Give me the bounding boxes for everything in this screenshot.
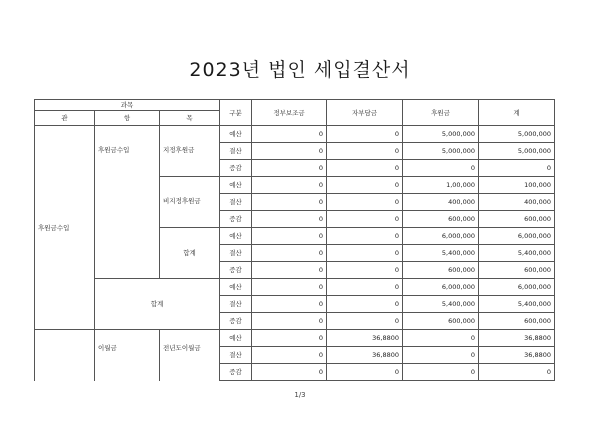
value-cell: 0 xyxy=(252,296,327,313)
value-cell: 0 xyxy=(327,160,403,177)
value-cell: 600,000 xyxy=(479,262,555,279)
value-cell: 100,000 xyxy=(479,177,555,194)
gubun-cell: 결산 xyxy=(220,194,252,211)
value-cell: 5,000,000 xyxy=(403,143,479,160)
value-cell: 5,000,000 xyxy=(479,126,555,143)
value-cell: 0 xyxy=(252,194,327,211)
value-cell: 0 xyxy=(252,330,327,347)
mok-cell: 전년도이월금 xyxy=(160,330,220,381)
value-cell: 36,8800 xyxy=(327,347,403,364)
value-cell: 0 xyxy=(327,126,403,143)
donation-header: 후원금 xyxy=(403,100,479,126)
value-cell: 0 xyxy=(327,211,403,228)
gubun-cell: 증감 xyxy=(220,313,252,330)
header-row-1 xyxy=(35,100,555,111)
value-cell: 0 xyxy=(327,313,403,330)
value-cell: 0 xyxy=(327,194,403,211)
gubun-cell: 결산 xyxy=(220,245,252,262)
value-cell: 600,000 xyxy=(403,211,479,228)
gwan-total-cell: 합계 xyxy=(95,279,220,330)
hang-cell: 이월금 xyxy=(95,330,160,381)
value-cell: 0 xyxy=(252,279,327,296)
gubun-cell: 예산 xyxy=(220,279,252,296)
table-row xyxy=(35,279,555,296)
value-cell: 600,000 xyxy=(403,262,479,279)
gubun-cell: 증감 xyxy=(220,160,252,177)
gubun-cell: 결산 xyxy=(220,347,252,364)
hang-header: 항 xyxy=(95,111,160,126)
value-cell: 6,000,000 xyxy=(403,228,479,245)
value-cell: 0 xyxy=(327,245,403,262)
gubun-cell: 예산 xyxy=(220,330,252,347)
value-cell: 5,400,000 xyxy=(403,296,479,313)
value-cell: 400,000 xyxy=(479,194,555,211)
value-cell: 1,00,000 xyxy=(403,177,479,194)
hang-cell: 후원금수입 xyxy=(95,126,160,279)
page-number: 1/3 xyxy=(294,391,306,399)
value-cell: 0 xyxy=(252,228,327,245)
mok-cell: 비지정후원금 xyxy=(160,177,220,228)
table-row xyxy=(35,126,555,143)
value-cell: 0 xyxy=(403,347,479,364)
value-cell: 0 xyxy=(327,262,403,279)
value-cell: 0 xyxy=(252,364,327,381)
value-cell: 0 xyxy=(252,313,327,330)
value-cell: 0 xyxy=(252,262,327,279)
self-burden-header: 자부담금 xyxy=(327,100,403,126)
value-cell: 0 xyxy=(252,126,327,143)
value-cell: 0 xyxy=(252,347,327,364)
gwan-cell xyxy=(35,330,95,381)
value-cell: 5,400,000 xyxy=(479,296,555,313)
gubun-cell: 예산 xyxy=(220,177,252,194)
value-cell: 6,000,000 xyxy=(479,279,555,296)
gubun-cell: 증감 xyxy=(220,211,252,228)
gwan-header: 관 xyxy=(35,111,95,126)
value-cell: 0 xyxy=(327,228,403,245)
value-cell: 5,400,000 xyxy=(403,245,479,262)
mok-header: 목 xyxy=(160,111,220,126)
value-cell: 36,8800 xyxy=(479,330,555,347)
value-cell: 0 xyxy=(327,279,403,296)
value-cell: 400,000 xyxy=(403,194,479,211)
mok-cell: 지정후원금 xyxy=(160,126,220,177)
table-row xyxy=(35,330,555,347)
gubun-cell: 결산 xyxy=(220,296,252,313)
page-title: 2023년 법인 세입결산서 xyxy=(189,59,411,81)
settlement-table xyxy=(34,99,555,381)
value-cell: 6,000,000 xyxy=(479,228,555,245)
total-header: 계 xyxy=(479,100,555,126)
value-cell: 0 xyxy=(327,364,403,381)
value-cell: 0 xyxy=(479,364,555,381)
value-cell: 600,000 xyxy=(403,313,479,330)
gubun-cell: 증감 xyxy=(220,364,252,381)
value-cell: 0 xyxy=(327,143,403,160)
value-cell: 0 xyxy=(252,245,327,262)
gubun-header: 구분 xyxy=(220,100,252,126)
value-cell: 6,000,000 xyxy=(403,279,479,296)
gubun-cell: 예산 xyxy=(220,228,252,245)
value-cell: 0 xyxy=(327,296,403,313)
value-cell: 5,000,000 xyxy=(403,126,479,143)
value-cell: 0 xyxy=(252,211,327,228)
value-cell: 5,000,000 xyxy=(479,143,555,160)
gwan-cell: 후원금수입 xyxy=(35,126,95,330)
gubun-cell: 결산 xyxy=(220,143,252,160)
value-cell: 36,8800 xyxy=(479,347,555,364)
value-cell: 0 xyxy=(252,143,327,160)
value-cell: 36,8800 xyxy=(327,330,403,347)
hang-total-cell: 합계 xyxy=(160,228,220,279)
value-cell: 0 xyxy=(252,177,327,194)
value-cell: 0 xyxy=(252,160,327,177)
subject-header: 과목 xyxy=(35,100,220,111)
gubun-cell: 증감 xyxy=(220,262,252,279)
gubun-cell: 예산 xyxy=(220,126,252,143)
value-cell: 0 xyxy=(403,364,479,381)
value-cell: 0 xyxy=(327,177,403,194)
gov-subsidy-header: 정부보조금 xyxy=(252,100,327,126)
value-cell: 0 xyxy=(479,160,555,177)
value-cell: 5,400,000 xyxy=(479,245,555,262)
value-cell: 600,000 xyxy=(479,313,555,330)
value-cell: 0 xyxy=(403,330,479,347)
value-cell: 600,000 xyxy=(479,211,555,228)
value-cell: 0 xyxy=(403,160,479,177)
